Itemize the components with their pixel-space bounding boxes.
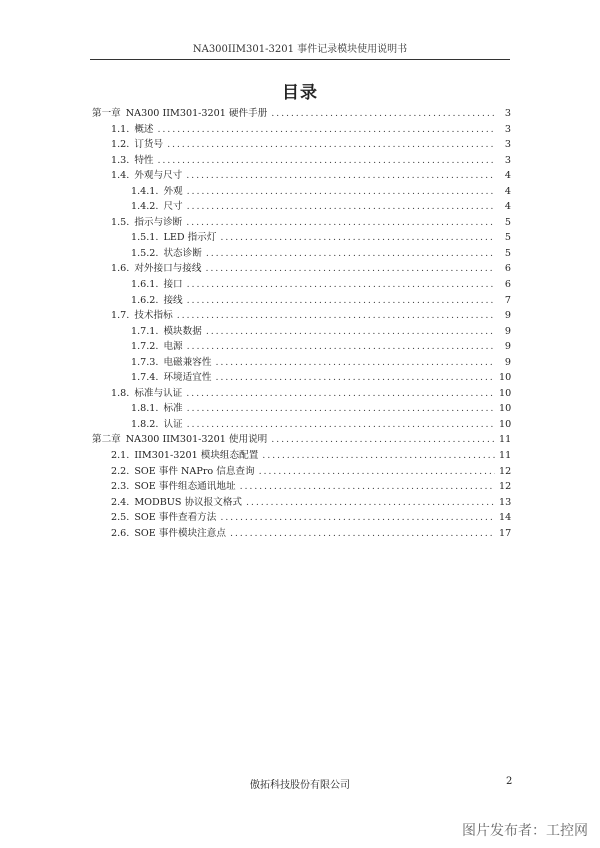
toc-entry-title: IIM301-3201 模块组态配置: [134, 450, 259, 462]
toc-entry-page: 3: [504, 108, 511, 119]
toc-entry-number: 第一章: [92, 108, 121, 119]
toc-entry[interactable]: [92, 526, 511, 542]
toc-entry-page: 10: [499, 387, 511, 399]
toc-leader-dots: [158, 122, 496, 138]
toc-entry-title: SOE 事件 NAPro 信息查询: [134, 465, 255, 477]
toc-entry[interactable]: [92, 448, 511, 464]
toc-entry-page: 9: [504, 325, 511, 337]
toc-entry[interactable]: [92, 386, 511, 402]
toc-entry-page: 5: [504, 247, 511, 259]
toc-entry-number: 2.1.: [111, 450, 130, 462]
toc-entry-page: 10: [499, 372, 511, 384]
toc-entry-title: 外观与尺寸: [134, 170, 183, 182]
toc-entry-number: 2.5.: [111, 512, 130, 524]
toc-leader-dots: [187, 277, 495, 293]
toc-entry[interactable]: [92, 479, 511, 495]
toc-entry-number: 1.7.2.: [131, 341, 159, 353]
toc-leader-dots: [158, 153, 496, 169]
toc-entry-title: 订货号: [134, 139, 164, 151]
toc-entry-page: 12: [499, 481, 511, 493]
toc-entry-page: 10: [499, 418, 511, 430]
toc-entry-page: 5: [504, 216, 511, 228]
toc-entry[interactable]: [92, 137, 511, 153]
toc-entry-number: 1.4.1.: [131, 185, 159, 197]
toc-entry-number: 1.7.4.: [131, 372, 159, 384]
toc-entry-number: 1.2.: [111, 139, 130, 151]
toc-entry-page: 11: [499, 434, 511, 446]
page-header: NA300IIM301-3201 事件记录模块使用说明书: [90, 40, 510, 60]
toc-entry-page: 4: [504, 170, 511, 182]
toc-entry-page: 3: [504, 123, 511, 135]
footer-company: 傲拓科技股份有限公司: [250, 780, 350, 791]
toc-entry-page: 11: [499, 450, 511, 462]
toc-entry-page: 17: [499, 527, 511, 539]
toc-entry[interactable]: [92, 184, 511, 200]
toc-entry-number: 2.2.: [111, 465, 130, 477]
toc-entry-number: 1.1.: [111, 123, 130, 135]
toc-entry-page: 10: [499, 403, 511, 415]
toc-leader-dots: [186, 386, 495, 402]
toc-leader-dots: [271, 432, 495, 448]
toc-entry-page: 13: [499, 496, 511, 508]
toc-entry-number: 1.8.1.: [131, 403, 159, 415]
toc-entry[interactable]: [92, 293, 511, 309]
toc-leader-dots: [220, 510, 495, 526]
toc-entry-title: SOE 事件查看方法: [134, 512, 217, 524]
toc-leader-dots: [259, 464, 495, 480]
toc-entry[interactable]: [92, 464, 511, 480]
toc-leader-dots: [186, 215, 495, 231]
toc-entry-title: 电磁兼容性: [163, 356, 212, 368]
toc-leader-dots: [167, 137, 495, 153]
toc-entry-number: 1.5.2.: [131, 247, 159, 259]
toc-entry[interactable]: [92, 199, 511, 215]
toc-leader-dots: [187, 417, 495, 433]
toc-entry-number: 1.5.: [111, 216, 130, 228]
toc-leader-dots: [186, 168, 495, 184]
toc-entry-title: 尺寸: [163, 201, 183, 213]
toc-entry[interactable]: [92, 153, 511, 169]
footer-page-number: 2: [506, 776, 513, 787]
toc-leader-dots: [187, 199, 495, 215]
toc-entry-page: 12: [499, 465, 511, 477]
toc-entry-number: 1.8.2.: [131, 418, 159, 430]
toc-entry-title: 环境适宜性: [163, 372, 212, 384]
toc-entry-page: 3: [504, 139, 511, 151]
toc-entry[interactable]: [92, 417, 511, 433]
toc-leader-dots: [220, 230, 495, 246]
toc-leader-dots: [187, 339, 495, 355]
toc-entry-page: 7: [504, 294, 511, 306]
toc-entry[interactable]: [92, 355, 511, 371]
toc-entry[interactable]: [92, 324, 511, 340]
toc-entry-number: 1.6.: [111, 263, 130, 275]
toc-leader-dots: [246, 495, 495, 511]
toc-leader-dots: [215, 355, 495, 371]
toc-leader-dots: [187, 293, 495, 309]
toc-entry-title: MODBUS 协议报文格式: [134, 496, 243, 508]
toc-entry-number: 1.4.2.: [131, 201, 159, 213]
toc-entry-title: LED 指示灯: [163, 232, 217, 244]
toc-entry-title: 标准与认证: [134, 387, 183, 399]
table-of-contents: [92, 106, 511, 541]
toc-entry[interactable]: [92, 106, 511, 122]
toc-entry-number: 1.8.: [111, 387, 130, 399]
toc-entry[interactable]: [92, 510, 511, 526]
toc-entry-title: 接口: [163, 279, 183, 291]
watermark: 图片发布者：工控网: [462, 823, 588, 839]
toc-entry[interactable]: [92, 495, 511, 511]
toc-entry-title: 认证: [163, 418, 183, 430]
toc-entry-title: SOE 事件组态通讯地址: [134, 481, 236, 493]
toc-entry-number: 1.6.2.: [131, 294, 159, 306]
toc-entry-title: 接线: [163, 294, 183, 306]
toc-entry-page: 3: [504, 154, 511, 166]
toc-entry-title: 模块数据: [163, 325, 202, 337]
toc-entry-title: 外观: [163, 185, 183, 197]
toc-entry-title: 指示与诊断: [134, 216, 183, 228]
toc-entry-number: 1.7.: [111, 310, 130, 322]
toc-leader-dots: [206, 246, 495, 262]
toc-leader-dots: [177, 308, 495, 324]
toc-entry-title: NA300 IIM301-3201 使用说明: [125, 434, 268, 446]
toc-entry-page: 9: [504, 310, 511, 322]
toc-entry-page: 5: [504, 232, 511, 244]
toc-leader-dots: [187, 184, 495, 200]
toc-leader-dots: [206, 324, 495, 340]
toc-entry-number: 1.6.1.: [131, 279, 159, 291]
toc-entry-page: 9: [504, 356, 511, 368]
toc-entry-number: 2.4.: [111, 496, 130, 508]
toc-title: 目录: [282, 83, 318, 103]
toc-entry[interactable]: [92, 370, 511, 386]
toc-leader-dots: [271, 106, 495, 122]
toc-entry-page: 6: [504, 279, 511, 291]
toc-entry-title: 对外接口与接线: [134, 263, 202, 275]
toc-entry[interactable]: [92, 261, 511, 277]
toc-entry[interactable]: [92, 122, 511, 138]
toc-entry-number: 2.3.: [111, 481, 130, 493]
toc-entry-page: 6: [504, 263, 511, 275]
toc-entry[interactable]: [92, 432, 511, 448]
toc-leader-dots: [262, 448, 495, 464]
toc-entry[interactable]: [92, 230, 511, 246]
toc-entry[interactable]: [92, 339, 511, 355]
toc-entry-number: 1.7.3.: [131, 356, 159, 368]
toc-entry[interactable]: [92, 168, 511, 184]
toc-entry[interactable]: [92, 401, 511, 417]
toc-entry-page: 4: [504, 201, 511, 213]
toc-entry-number: 1.3.: [111, 154, 130, 166]
toc-entry-title: 技术指标: [134, 310, 173, 322]
toc-entry-title: 特性: [134, 154, 154, 166]
toc-entry-title: 电源: [163, 341, 183, 353]
toc-entry-number: 1.7.1.: [131, 325, 159, 337]
toc-leader-dots: [240, 479, 495, 495]
toc-entry[interactable]: [92, 308, 511, 324]
toc-entry-title: 状态诊断: [163, 247, 202, 259]
toc-entry-number: 第二章: [92, 434, 121, 446]
toc-entry[interactable]: [92, 246, 511, 262]
toc-entry-number: 1.5.1.: [131, 232, 159, 244]
toc-entry-title: 标准: [163, 403, 183, 415]
toc-entry-page: 9: [504, 341, 511, 353]
toc-entry-page: 4: [504, 185, 511, 197]
toc-entry-number: 2.6.: [111, 527, 130, 539]
toc-entry[interactable]: [92, 215, 511, 231]
toc-entry-number: 1.4.: [111, 170, 130, 182]
toc-entry-title: NA300 IIM301-3201 硬件手册: [125, 108, 268, 119]
toc-leader-dots: [215, 370, 495, 386]
toc-entry-page: 14: [499, 512, 511, 524]
toc-leader-dots: [230, 526, 495, 542]
toc-entry[interactable]: [92, 277, 511, 293]
toc-entry-title: SOE 事件模块注意点: [134, 527, 226, 539]
toc-leader-dots: [187, 401, 495, 417]
toc-leader-dots: [205, 261, 495, 277]
toc-entry-title: 概述: [134, 123, 154, 135]
